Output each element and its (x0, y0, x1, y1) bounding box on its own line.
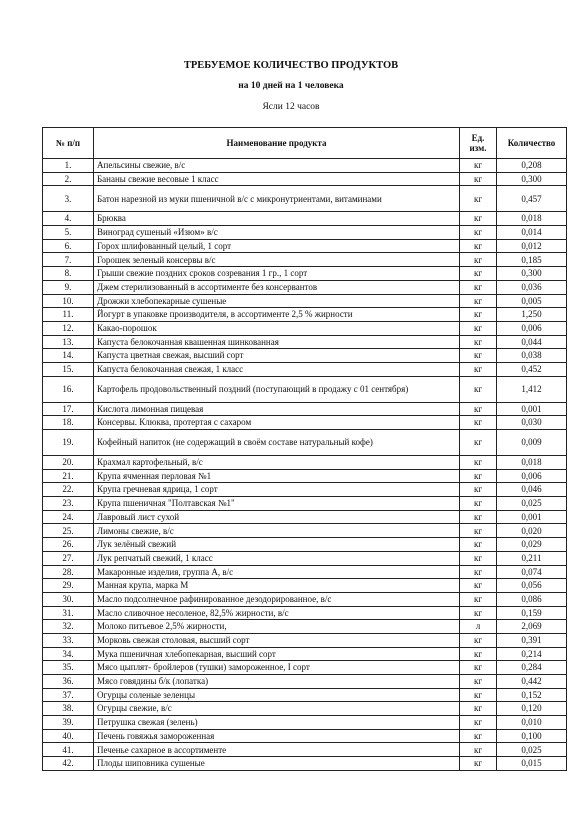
quantity-cell: 0,452 (497, 362, 567, 376)
product-name: Молоко питьевое 2,5% жирности, (94, 620, 460, 634)
quantity-cell: 0,046 (497, 483, 567, 497)
unit-cell: кг (460, 675, 497, 689)
unit-cell: кг (460, 349, 497, 363)
product-name: Мясо говядины б/к (лопатка) (94, 675, 460, 689)
unit-cell: л (460, 620, 497, 634)
table-row (43, 606, 567, 620)
table-row (43, 376, 567, 402)
table-row (43, 226, 567, 240)
table-row (43, 675, 567, 689)
table-row (43, 430, 567, 456)
unit-cell: кг (460, 335, 497, 349)
row-number: 9. (43, 280, 94, 294)
unit-cell: кг (460, 253, 497, 267)
product-name: Кислота лимонная пищевая (94, 402, 460, 416)
quantity-cell: 0,086 (497, 592, 567, 606)
table-row (43, 321, 567, 335)
table-row (43, 620, 567, 634)
unit-cell: кг (460, 483, 497, 497)
table-row (43, 416, 567, 430)
unit-cell: кг (460, 362, 497, 376)
quantity-cell: 0,159 (497, 606, 567, 620)
row-number: 12. (43, 321, 94, 335)
row-number: 25. (43, 524, 94, 538)
table-row (43, 294, 567, 308)
product-name: Крупа гречневая ядрица, 1 сорт (94, 483, 460, 497)
row-number: 42. (43, 757, 94, 771)
table-row (43, 308, 567, 322)
quantity-cell: 0,284 (497, 661, 567, 675)
unit-cell: кг (460, 159, 497, 173)
table-row (43, 483, 567, 497)
document-subtitle: на 10 дней на 1 человека (238, 81, 344, 91)
unit-cell: кг (460, 456, 497, 470)
quantity-cell: 0,015 (497, 757, 567, 771)
quantity-cell: 0,100 (497, 729, 567, 743)
product-name: Лук зелёный свежий (94, 538, 460, 552)
table-row (43, 186, 567, 212)
table-row (43, 524, 567, 538)
unit-cell: кг (460, 647, 497, 661)
table-row (43, 757, 567, 771)
unit-cell: кг (460, 538, 497, 552)
quantity-cell: 0,009 (497, 430, 567, 456)
product-name: Дрожжи хлебопекарные сушеные (94, 294, 460, 308)
product-name: Мясо цыплят- бройлеров (тушки) замороженное, I сорт (94, 661, 460, 675)
products-table (42, 127, 567, 771)
row-number: 18. (43, 416, 94, 430)
table-row (43, 647, 567, 661)
product-name: Горох шлифованный целый, 1 сорт (94, 239, 460, 253)
table-row (43, 716, 567, 730)
quantity-cell: 1,412 (497, 376, 567, 402)
row-number: 2. (43, 172, 94, 186)
product-name: Апельсины свежие, в/с (94, 159, 460, 173)
row-number: 40. (43, 729, 94, 743)
group-label: Ясли 12 часов (262, 102, 320, 112)
unit-cell: кг (460, 376, 497, 402)
table-row (43, 538, 567, 552)
unit-cell: кг (460, 743, 497, 757)
unit-cell: кг (460, 430, 497, 456)
quantity-cell: 0,025 (497, 743, 567, 757)
quantity-cell: 0,018 (497, 212, 567, 226)
table-row (43, 456, 567, 470)
table-row (43, 349, 567, 363)
product-name: Джем стерилизованный в ассортименте без консервантов (94, 280, 460, 294)
row-number: 8. (43, 267, 94, 281)
row-number: 21. (43, 469, 94, 483)
unit-cell: кг (460, 716, 497, 730)
row-number: 14. (43, 349, 94, 363)
unit-cell: кг (460, 579, 497, 593)
product-name: Лавровый лист сухой (94, 510, 460, 524)
unit-cell: кг (460, 321, 497, 335)
quantity-cell: 0,391 (497, 633, 567, 647)
unit-cell: кг (460, 688, 497, 702)
table-row (43, 688, 567, 702)
product-name: Бананы свежие весовые 1 класс (94, 172, 460, 186)
unit-cell: кг (460, 239, 497, 253)
table-row (43, 551, 567, 565)
table-row (43, 579, 567, 593)
product-name: Макаронные изделия, группа А, в/с (94, 565, 460, 579)
table-row (43, 362, 567, 376)
quantity-cell: 0,300 (497, 267, 567, 281)
unit-cell: кг (460, 757, 497, 771)
table-header-row (43, 128, 567, 159)
quantity-cell: 0,457 (497, 186, 567, 212)
quantity-cell: 0,044 (497, 335, 567, 349)
quantity-cell: 0,006 (497, 321, 567, 335)
table-row (43, 743, 567, 757)
product-name: Масло сливочное несоленое, 82,5% жирности, в/с (94, 606, 460, 620)
row-number: 30. (43, 592, 94, 606)
quantity-cell: 0,211 (497, 551, 567, 565)
quantity-cell: 0,014 (497, 226, 567, 240)
quantity-cell: 0,025 (497, 497, 567, 511)
row-number: 41. (43, 743, 94, 757)
table-row (43, 253, 567, 267)
unit-cell: кг (460, 551, 497, 565)
column-header-name: Наименование продукта (94, 128, 460, 159)
product-name: Виноград сушеный «Изюм» в/с (94, 226, 460, 240)
table-row (43, 661, 567, 675)
unit-cell: кг (460, 469, 497, 483)
row-number: 11. (43, 308, 94, 322)
row-number: 7. (43, 253, 94, 267)
quantity-cell: 0,001 (497, 402, 567, 416)
row-number: 17. (43, 402, 94, 416)
quantity-cell: 0,056 (497, 579, 567, 593)
quantity-cell: 0,005 (497, 294, 567, 308)
unit-cell: кг (460, 416, 497, 430)
product-name: Крупа пшеничная "Полтавская №1" (94, 497, 460, 511)
quantity-cell: 0,300 (497, 172, 567, 186)
product-name: Какао-порошок (94, 321, 460, 335)
row-number: 20. (43, 456, 94, 470)
product-name: Огурцы свежие, в/с (94, 702, 460, 716)
unit-cell: кг (460, 402, 497, 416)
table-row (43, 172, 567, 186)
unit-cell: кг (460, 294, 497, 308)
product-name: Капуста цветная свежая, высший сорт (94, 349, 460, 363)
row-number: 33. (43, 633, 94, 647)
row-number: 23. (43, 497, 94, 511)
column-header-unit: Ед. изм. (460, 128, 497, 159)
product-name: Печенье сахарное в ассортименте (94, 743, 460, 757)
row-number: 36. (43, 675, 94, 689)
unit-cell: кг (460, 565, 497, 579)
table-row (43, 335, 567, 349)
row-number: 4. (43, 212, 94, 226)
row-number: 37. (43, 688, 94, 702)
row-number: 16. (43, 376, 94, 402)
product-name: Огурцы соленые зеленцы (94, 688, 460, 702)
quantity-cell: 0,074 (497, 565, 567, 579)
row-number: 32. (43, 620, 94, 634)
product-name: Капуста белокочанная свежая, 1 класс (94, 362, 460, 376)
quantity-cell: 0,001 (497, 510, 567, 524)
row-number: 13. (43, 335, 94, 349)
product-name: Грыши свежие поздних сроков созревания 1 гр., 1 сорт (94, 267, 460, 281)
quantity-cell: 2,069 (497, 620, 567, 634)
row-number: 31. (43, 606, 94, 620)
unit-cell: кг (460, 606, 497, 620)
quantity-cell: 0,036 (497, 280, 567, 294)
row-number: 10. (43, 294, 94, 308)
quantity-cell: 0,029 (497, 538, 567, 552)
product-name: Морковь свежая столовая, высший сорт (94, 633, 460, 647)
product-name: Печень говяжья замороженная (94, 729, 460, 743)
quantity-cell: 0,214 (497, 647, 567, 661)
row-number: 34. (43, 647, 94, 661)
unit-cell: кг (460, 510, 497, 524)
quantity-cell: 0,010 (497, 716, 567, 730)
product-name: Лимоны свежие, в/с (94, 524, 460, 538)
product-name: Манная крупа, марка М (94, 579, 460, 593)
product-name: Мука пшеничная хлебопекарная, высший сорт (94, 647, 460, 661)
unit-cell: кг (460, 524, 497, 538)
product-name: Масло подсолнечное рафинированное дезодорированное, в/с (94, 592, 460, 606)
quantity-cell: 0,152 (497, 688, 567, 702)
quantity-cell: 0,018 (497, 456, 567, 470)
row-number: 24. (43, 510, 94, 524)
table-row (43, 280, 567, 294)
unit-cell: кг (460, 661, 497, 675)
unit-cell: кг (460, 308, 497, 322)
quantity-cell: 0,030 (497, 416, 567, 430)
table-row (43, 565, 567, 579)
product-name: Батон нарезной из муки пшеничной в/с с микронутриентами, витаминами (94, 186, 460, 212)
product-name: Йогурт в упаковке производителя, в ассортименте 2,5 % жирности (94, 308, 460, 322)
table-row (43, 239, 567, 253)
unit-cell: кг (460, 729, 497, 743)
table-row (43, 633, 567, 647)
product-name: Крахмал картофельный, в/с (94, 456, 460, 470)
row-number: 27. (43, 551, 94, 565)
unit-cell: кг (460, 226, 497, 240)
product-name: Крупа ячменная перловая №1 (94, 469, 460, 483)
table-row (43, 212, 567, 226)
table-row (43, 702, 567, 716)
row-number: 5. (43, 226, 94, 240)
table-row (43, 267, 567, 281)
table-row (43, 510, 567, 524)
product-name: Капуста белокочанная квашенная шинкованная (94, 335, 460, 349)
product-name: Горошек зеленый консервы в/с (94, 253, 460, 267)
column-header-quantity: Количество (497, 128, 567, 159)
product-name: Петрушка свежая (зелень) (94, 716, 460, 730)
table-row (43, 729, 567, 743)
row-number: 39. (43, 716, 94, 730)
table-row (43, 469, 567, 483)
product-name: Плоды шиповника сушеные (94, 757, 460, 771)
row-number: 6. (43, 239, 94, 253)
unit-cell: кг (460, 212, 497, 226)
row-number: 38. (43, 702, 94, 716)
row-number: 15. (43, 362, 94, 376)
unit-cell: кг (460, 702, 497, 716)
product-name: Брюква (94, 212, 460, 226)
quantity-cell: 0,120 (497, 702, 567, 716)
quantity-cell: 0,038 (497, 349, 567, 363)
row-number: 22. (43, 483, 94, 497)
row-number: 19. (43, 430, 94, 456)
product-name: Кофейный напиток (не содержащий в своём составе натуральный кофе) (94, 430, 460, 456)
table-row (43, 402, 567, 416)
row-number: 26. (43, 538, 94, 552)
table-body (43, 159, 567, 771)
unit-cell: кг (460, 592, 497, 606)
quantity-cell: 1,250 (497, 308, 567, 322)
unit-cell: кг (460, 267, 497, 281)
row-number: 1. (43, 159, 94, 173)
table-row (43, 592, 567, 606)
row-number: 35. (43, 661, 94, 675)
document-title: ТРЕБУЕМОЕ КОЛИЧЕСТВО ПРОДУКТОВ (183, 60, 399, 71)
row-number: 29. (43, 579, 94, 593)
quantity-cell: 0,020 (497, 524, 567, 538)
unit-cell: кг (460, 186, 497, 212)
table-row (43, 497, 567, 511)
unit-cell: кг (460, 497, 497, 511)
product-name: Консервы. Клюква, протертая с сахаром (94, 416, 460, 430)
quantity-cell: 0,208 (497, 159, 567, 173)
table-row (43, 159, 567, 173)
row-number: 3. (43, 186, 94, 212)
column-header-number: № п/п (43, 128, 94, 159)
unit-cell: кг (460, 280, 497, 294)
unit-cell: кг (460, 633, 497, 647)
product-name: Картофель продовольственный поздний (поступающий в продажу с 01 сентября) (94, 376, 460, 402)
quantity-cell: 0,185 (497, 253, 567, 267)
unit-cell: кг (460, 172, 497, 186)
row-number: 28. (43, 565, 94, 579)
product-name: Лук репчатый свежий, 1 класс (94, 551, 460, 565)
quantity-cell: 0,006 (497, 469, 567, 483)
quantity-cell: 0,012 (497, 239, 567, 253)
quantity-cell: 0,442 (497, 675, 567, 689)
